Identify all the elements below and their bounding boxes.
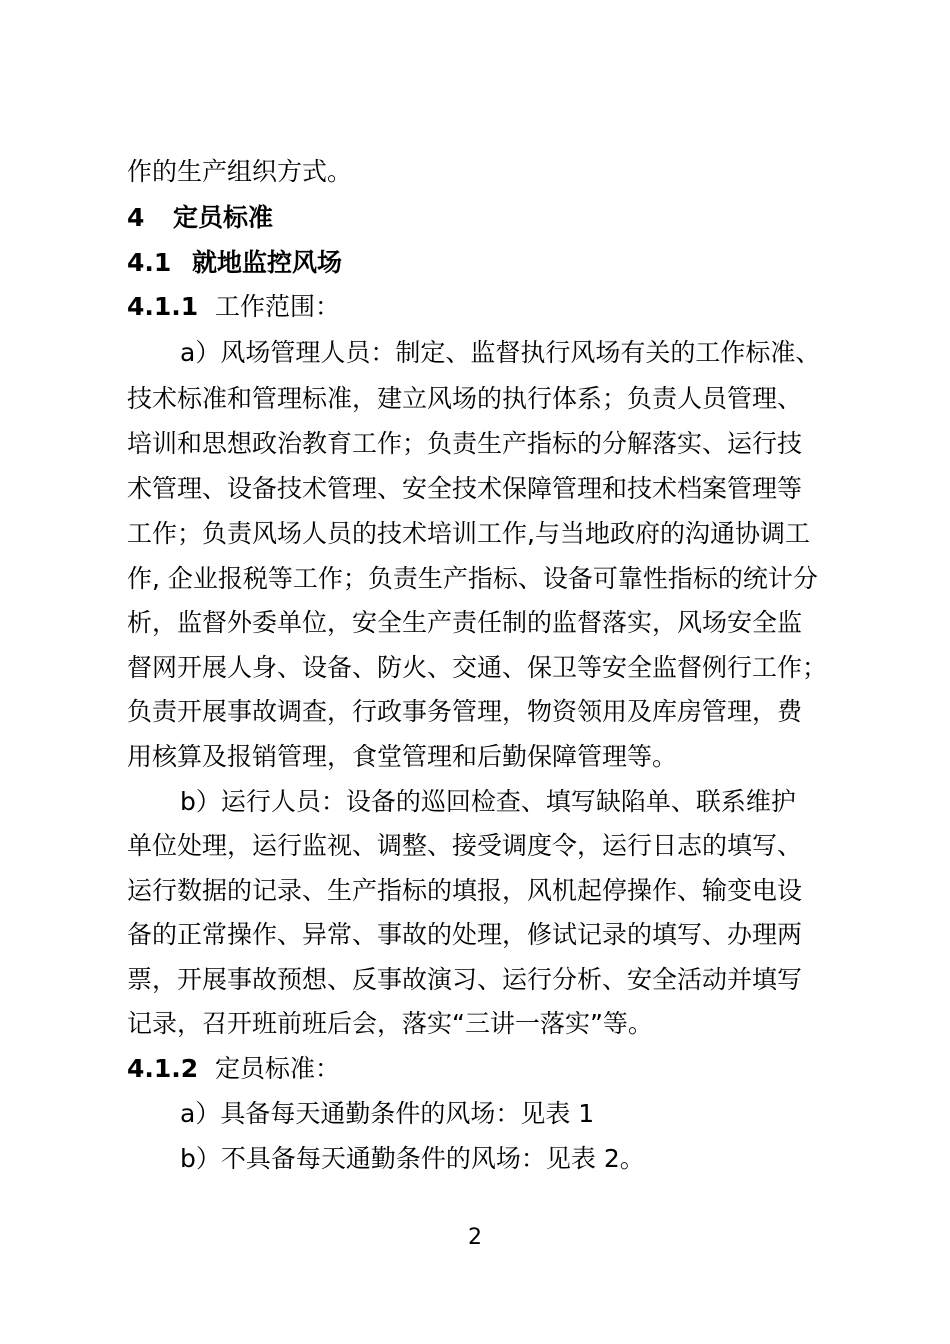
section-heading-4-1	[127, 241, 342, 285]
section-number: 4	[127, 203, 145, 232]
section-title: 定员标准	[173, 203, 274, 232]
paragraph-line: b）运行人员：设备的巡回检查、填写缺陷单、联系维护	[180, 787, 796, 816]
paragraph-line: 技术标准和管理标准，建立风场的执行体系；负责人员管理、	[127, 384, 803, 413]
page-number: 2	[468, 1225, 482, 1250]
section-heading-4-1-1	[127, 285, 340, 329]
paragraph-line: 运行数据的记录、生产指标的填报，风机起停操作、输变电设	[127, 876, 803, 905]
section-heading-4-1-2	[127, 1047, 340, 1091]
section-number: 4.1.1	[127, 292, 199, 321]
paragraph-line: 单位处理，运行监视、调整、接受调度令，运行日志的填写、	[127, 831, 803, 860]
section-number: 4.1	[127, 248, 172, 277]
list-item: b）不具备每天通勤条件的风场：见表 2。	[180, 1144, 645, 1173]
section-title: 定员标准：	[215, 1054, 341, 1083]
section-title: 工作范围：	[215, 292, 341, 321]
paragraph-line: 用核算及报销管理，食堂管理和后勤保障管理等。	[127, 742, 678, 771]
paragraph-line: 记录，召开班前班后会，落实“三讲一落实”等。	[127, 1009, 653, 1038]
paragraph-line: 析，监督外委单位，安全生产责任制的监督落实，风场安全监	[127, 608, 803, 637]
paragraph-line: 工作；负责风场人员的技术培训工作,与当地政府的沟通协调工	[127, 519, 810, 548]
paragraph-line: a）风场管理人员：制定、监督执行风场有关的工作标准、	[180, 338, 821, 367]
section-title: 就地监控风场	[192, 248, 343, 277]
paragraph-line: 术管理、设备技术管理、安全技术保障管理和技术档案管理等	[127, 474, 803, 503]
paragraph-line: 备的正常操作、异常、事故的处理，修试记录的填写、办理两	[127, 920, 803, 949]
paragraph-line: 督网开展人身、设备、防火、交通、保卫等安全监督例行工作；	[127, 653, 828, 682]
section-number: 4.1.2	[127, 1054, 199, 1083]
paragraph-line: 培训和思想政治教育工作；负责生产指标的分解落实、运行技	[127, 429, 803, 458]
paragraph-line: 负责开展事故调查，行政事务管理，物资领用及库房管理，费	[127, 697, 803, 726]
paragraph-line: 票，开展事故预想、反事故演习、运行分析、安全活动并填写	[127, 965, 803, 994]
section-heading-4	[127, 196, 273, 240]
paragraph-line: 作, 企业报税等工作；负责生产指标、设备可靠性指标的统计分	[127, 564, 818, 593]
paragraph-line: 作的生产组织方式。	[127, 157, 353, 186]
list-item: a）具备每天通勤条件的风场：见表 1	[180, 1099, 595, 1128]
